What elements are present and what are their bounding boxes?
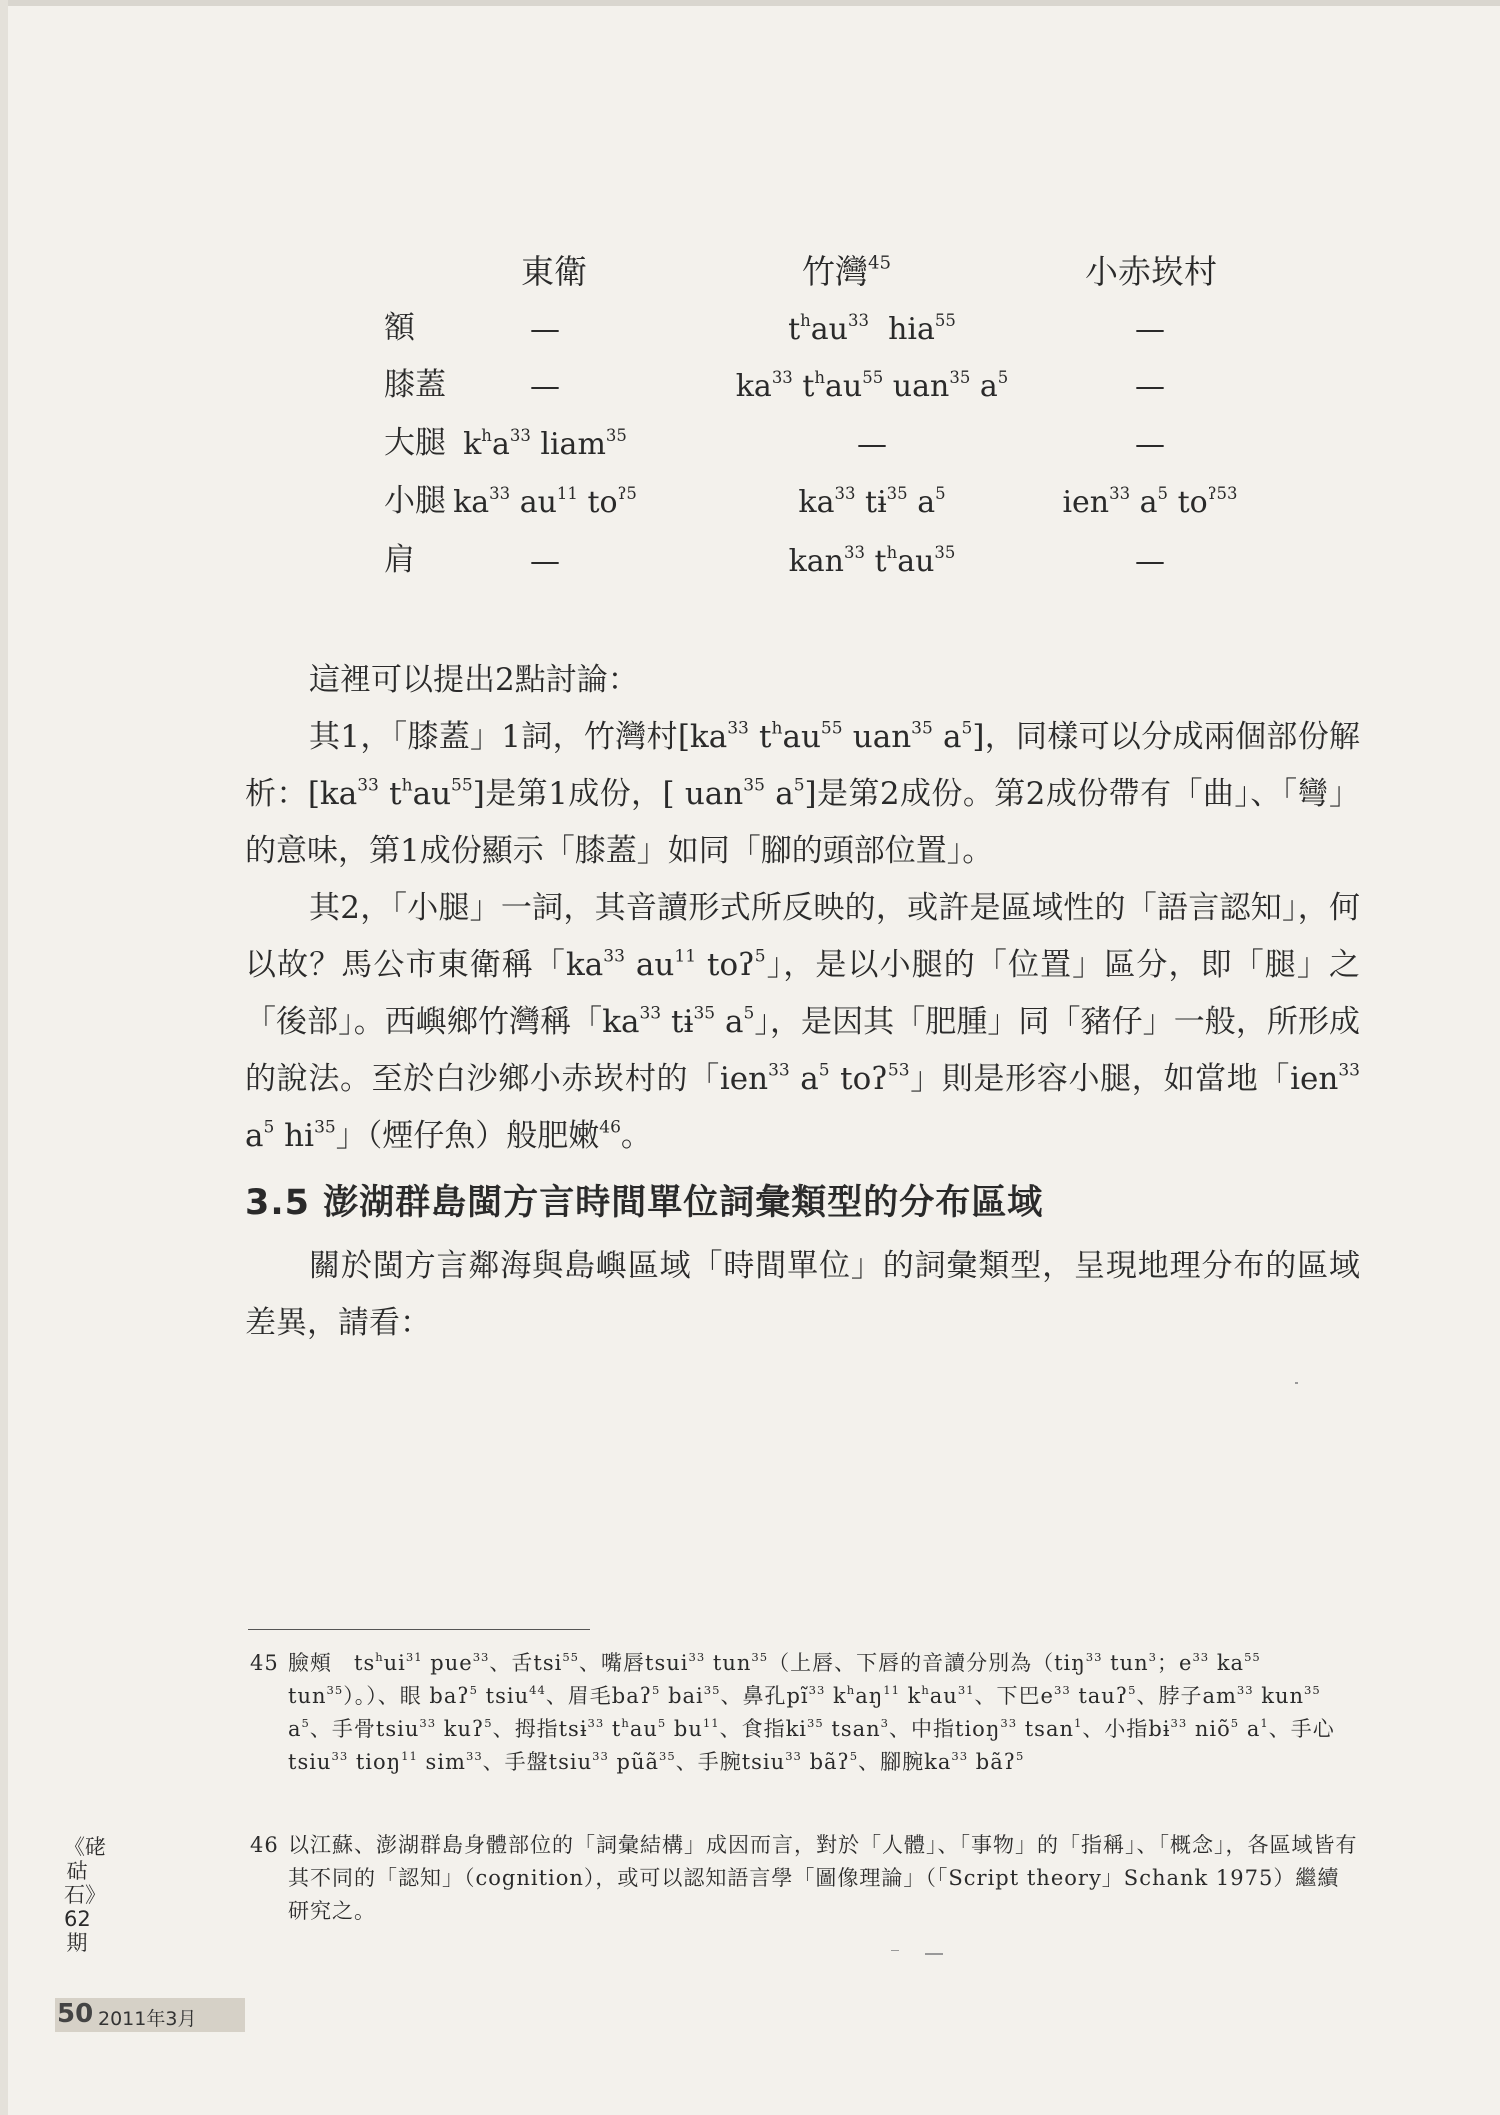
table-cell: $k^ha^{33}$ liam$^{35}$ [463,425,627,462]
table-cell: $ka^{33}$ $t^hau^{55}$ uan$^{35}$ $a^5$ [735,367,1009,404]
footnote-divider [248,1629,590,1630]
footnote-text: 以江蘇、澎湖群島身體部位的「詞彙結構」成因而言，對於「人體」、「事物」的「指稱」、「概念」，各區域皆有其不同的「認知」（cognition），或可以認知語言學「圖像理論」（「Script theory」Schank 1975）繼續研究之。 [288,1833,1358,1923]
table-cell: $ka^{33}$ tɨ$^{35}$ $a^5$ [798,483,946,520]
discussion-intro: 這裡可以提出2點討論： [309,662,639,698]
table-cell: — [1135,427,1165,462]
table-cell: — [530,544,560,579]
page-number: 50 [57,1999,94,2029]
table-cell: $t^hau^{33}$ hia$^{55}$ [788,310,956,347]
footnote-45 [250,1647,1360,1779]
row-label: 小腿 [384,483,446,519]
column-header-dongwei: 東衛 [521,252,587,291]
footnote-text: 臉頰 $ts^hui^{31}$ pue$^{33}$、舌tsi$^{55}$、嘴唇tsui$^{33}$ tun$^{35}$（上唇、下唇的音讀分別為（tiŋ$^{33}$ tun$^3$；$e^{33}$ $ka^{55}$ tun$^{35}$）。）、眼 baʔ$^5$ tsiu$^{44}$、眉毛baʔ$^5$ bai$^{35}$、鼻孔$pĩ^{33}$ $k^haŋ^{11}$ $k^hau^{31}$、下巴$e^{33}$ tauʔ$^5$、脖子$am^{33}$ kun$^{35}$ $a^5$、手骨tsiu$^{33}$ kuʔ$^5$、拇指tsɨ$^{33}$ $t^hau^5$ $bu^{11}$、食指$ki^{35}$ tsan$^3$、中指tioŋ$^{33}$ tsan$^1$、小指bɨ$^{33}$ niõ$^5$ $a^1$、手心tsiu$^{33}$ tioŋ$^{11}$ sim$^{33}$、手盤tsiu$^{33}$ pũã$^{35}$、手腕tsiu$^{33}$ bãʔ$^5$、腳腕$ka^{33}$ bãʔ$^5$ [288,1649,1335,1774]
table-cell: ien$^{33}$ $a^5$ $to^{ʔ53}$ [1062,483,1238,520]
row-label: 額 [384,310,415,346]
table-cell: — [1135,544,1165,579]
row-label: 大腿 [384,425,446,461]
section-intro: 關於閩方言鄰海與島嶼區域「時間單位」的詞彙類型，呈現地理分布的區域差異，請看： [245,1248,1360,1341]
table-cell: — [857,427,887,462]
row-label: 肩 [384,542,415,578]
table-cell: $ka^{33}$ $au^{11}$ $to^{ʔ5}$ [453,483,637,520]
table-cell: — [1135,369,1165,404]
discussion-point-1: 其1，「膝蓋」1詞，竹灣村[$ka^{33}$ $t^hau^{55}$ uan$^{35}$ $a^5$]，同樣可以分成兩個部份解析：[$ka^{33}$ $t^hau^{55}$]是第1成份，[ uan$^{35}$ $a^5$]是第2成份。第2成份帶有「曲」、「彎」的意味，第1成份顯示「膝蓋」如同「腳的頭部位置」。 [245,718,1361,869]
footnote-ref-45: 45 [868,252,892,274]
row-label: 膝蓋 [384,367,446,403]
issue-date: 2011年3月 [98,2008,197,2030]
footnote-number: 45 [250,1651,279,1675]
table-cell: — [530,369,560,404]
scan-speck [1295,1382,1298,1384]
section-heading: 3.5 澎湖群島閩方言時間單位詞彙類型的分布區域 [245,1183,1044,1223]
table-cell: — [530,312,560,347]
footnote-46 [250,1829,1360,1928]
table-cell: kan$^{33}$ $t^hau^{35}$ [788,542,956,579]
table-cell: — [1135,312,1165,347]
column-header-zhuwan: 竹灣$^{45}$ [802,252,892,291]
footnote-number: 46 [250,1833,279,1857]
column-header-xiaochikan: 小赤崁村 [1085,252,1217,291]
dialect-table [0,0,1500,600]
scan-speck [891,1950,899,1951]
discussion-point-2: 其2，「小腿」一詞，其音讀形式所反映的，或許是區域性的「語言認知」，何以故？馬公市東衛稱「$ka^{33}$ $au^{11}$ toʔ$^5$」，是以小腿的「位置」區分，即「腿」之「後部」。西嶼鄉竹灣稱「$ka^{33}$ tɨ$^{35}$ $a^5$」，是因其「肥腫」同「豬仔」一般，所形成的說法。至於白沙鄉小赤崁村的「ien$^{33}$ $a^5$ toʔ$^{53}$」則是形容小腿，如當地「ien$^{33}$ $a^5$ $hi^{35}$」（煙仔魚）般肥嫩$^{46}$。 [245,890,1361,1154]
journal-title-vertical: 《硓𥑮石》62期 [64,1835,106,1955]
scan-speck [925,1953,943,1955]
